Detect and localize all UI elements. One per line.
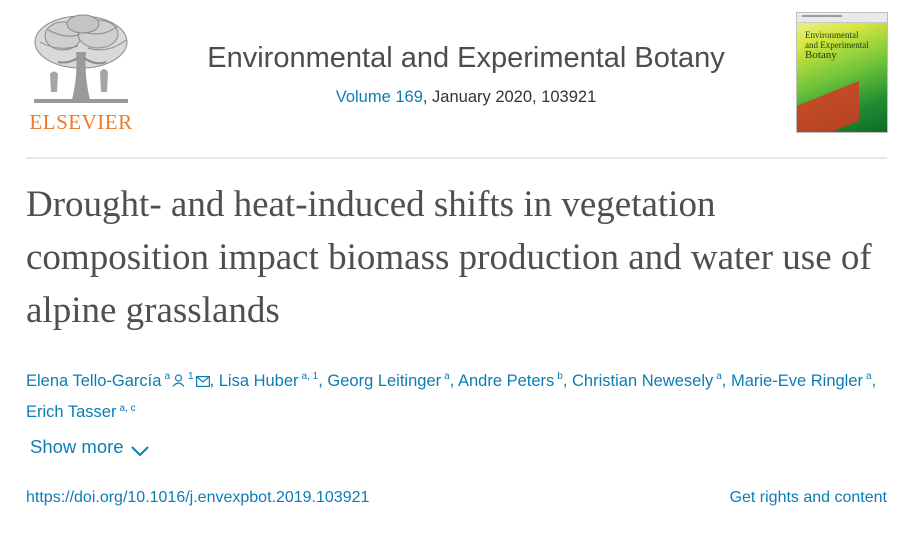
- author-item[interactable]: Elena Tello-García $^a$ $^1$: [26, 372, 210, 390]
- cover-header-strip: [797, 13, 887, 23]
- author-item[interactable]: Christian Newesely $^a$: [572, 371, 722, 390]
- tree-logo-icon: [28, 12, 134, 108]
- issue-line: [150, 88, 782, 107]
- rights-link[interactable]: Get rights and content: [729, 489, 887, 506]
- publisher-logo[interactable]: [26, 12, 136, 134]
- cover-graphic: [796, 81, 859, 133]
- volume-link[interactable]: Volume 169: [335, 88, 423, 106]
- journal-title[interactable]: Environmental and Experimental Botany: [207, 42, 725, 74]
- show-more-button[interactable]: [30, 436, 150, 458]
- author-item[interactable]: Andre Peters $^b$: [457, 371, 563, 390]
- article-title: Drought- and heat-induced shifts in vegetation composition impact biomass production and water use of alpine grasslands: [26, 184, 872, 331]
- author-list: Elena Tello-García $^a$ $^1$ , Lisa Huber $^{a, 1}$, Georg Leitinger $^a$, Andre Peters $^b$, Christian Newesely $^a$, Marie-Eve Ringler $^a$, Erich Tasser $^{a, c}$: [26, 371, 877, 421]
- header-divider: [26, 157, 887, 159]
- person-icon[interactable]: [172, 374, 185, 387]
- cover-title: Environmental and Experimental Botany: [805, 30, 869, 61]
- doi-link[interactable]: https://doi.org/10.1016/j.envexpbot.2019.103921: [26, 489, 370, 506]
- show-more-label: Show more: [30, 436, 124, 457]
- author-item[interactable]: Georg Leitinger $^a$: [327, 371, 450, 390]
- issue-details: , January 2020, 103921: [422, 88, 597, 106]
- mail-icon[interactable]: [196, 376, 210, 387]
- author-item[interactable]: Lisa Huber $^{a, 1}$: [218, 371, 319, 390]
- journal-cover-thumbnail[interactable]: [796, 12, 888, 133]
- publisher-wordmark: ELSEVIER: [29, 110, 133, 134]
- author-item[interactable]: Marie-Eve Ringler $^a$: [730, 371, 872, 390]
- author-item[interactable]: Erich Tasser $^{a, c}$: [26, 402, 136, 421]
- chevron-down-icon: [130, 444, 150, 458]
